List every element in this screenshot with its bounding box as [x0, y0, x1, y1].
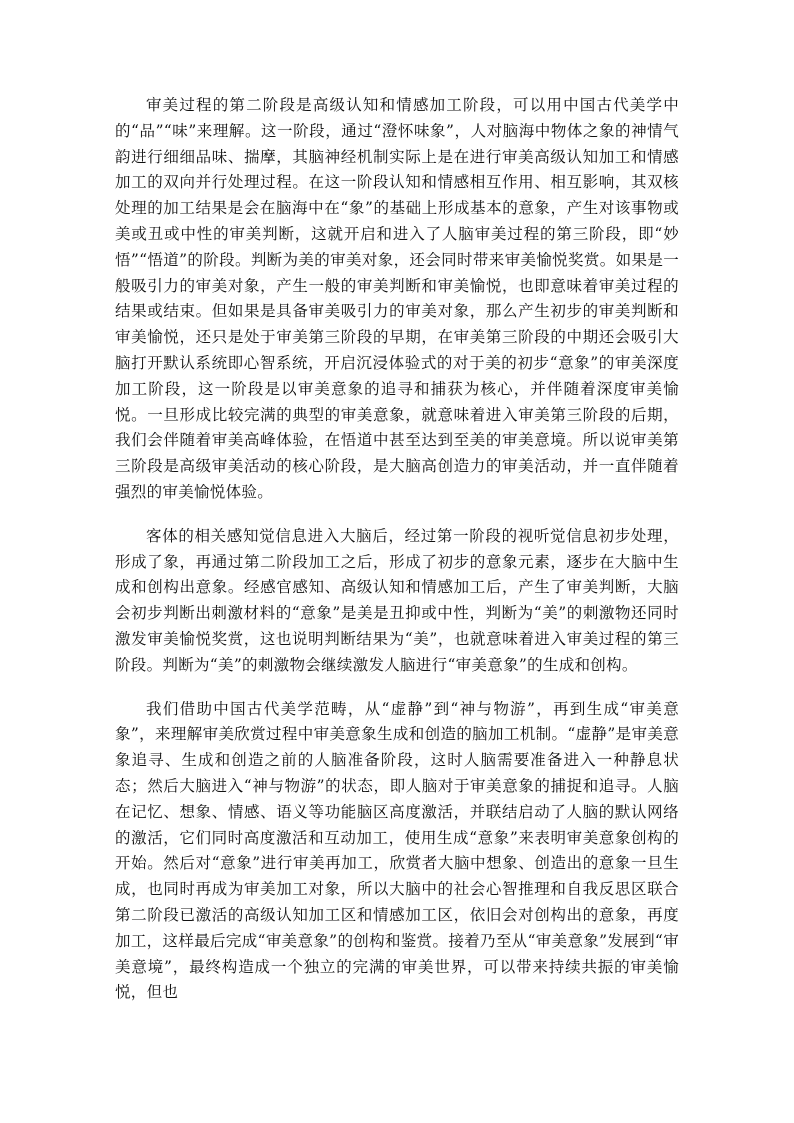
paragraph-2: 客体的相关感知觉信息进入大脑后，经过第一阶段的视听觉信息初步处理，形成了象，再通过第二阶段加工之后，形成了初步的意象元素，逐步在大脑中生成和创构出意象。经感官感知、高级认知和情感加工后，产生了审美判断，大脑会初步判断出刺激材料的“意象”是美是丑抑或中性，判断为“美”的刺激物还同时激发审美愉悦奖赏，这也说明判断结果为“美”，也就意味着进入审美过程的第三阶段。判断为“美”的刺激物会继续激发人脑进行“审美意象”的生成和创构。	[115, 526, 679, 674]
document-page	[115, 93, 679, 1024]
paragraph-1: 审美过程的第二阶段是高级认知和情感加工阶段，可以用中国古代美学中的“品”“味”来理解。这一阶段，通过“澄怀味象”，人对脑海中物体之象的神情气韵进行细细品味、揣摩，其脑神经机制实际上是在进行审美高级认知加工和情感加工的双向并行处理过程。在这一阶段认知和情感相互作用、相互影响，其双核处理的加工结果是会在脑海中在“象”的基础上形成基本的意象，产生对该事物或美或丑或中性的审美判断，这就开启和进入了人脑审美过程的第三阶段，即“妙悟”“悟道”的阶段。判断为美的审美对象，还会同时带来审美愉悦奖赏。如果是一般吸引力的审美对象，产生一般的审美判断和审美愉悦，也即意味着审美过程的结果或结束。但如果是具备审美吸引力的审美对象，那么产生初步的审美判断和审美愉悦，还只是处于审美第三阶段的早期，在审美第三阶段的中期还会吸引大脑打开默认系统即心智系统，开启沉浸体验式的对于美的初步“意象”的审美深度加工阶段，这一阶段是以审美意象的追寻和捕获为核心，并伴随着深度审美愉悦。一旦形成比较完满的典型的审美意象，就意味着进入审美第三阶段的后期，我们会伴随着审美高峰体验，在悟道中甚至达到至美的审美意境。所以说审美第三阶段是高级审美活动的核心阶段，是大脑高创造力的审美活动，并一直伴随着强烈的审美愉悦体验。	[115, 96, 679, 501]
paragraph-3: 我们借助中国古代美学范畴，从“虚静”到“神与物游”，再到生成“审美意象”，来理解审美欣赏过程中审美意象生成和创造的脑加工机制。“虚静”是审美意象追寻、生成和创造之前的人脑准备阶段，这时人脑需要准备进入一种静息状态；然后大脑进入“神与物游”的状态，即人脑对于审美意象的捕捉和追寻。人脑在记忆、想象、情感、语义等功能脑区高度激活，并联结启动了人脑的默认网络的激活，它们同时高度激活和互动加工，使用生成“意象”来表明审美意象创构的开始。然后对“意象”进行审美再加工，欣赏者大脑中想象、创造出的意象一旦生成，也同时再成为审美加工对象，所以大脑中的社会心智推理和自我反思区联合第二阶段已激活的高级认知加工区和情感加工区，依旧会对创构出的意象，再度加工，这样最后完成“审美意象”的创构和鉴赏。接着乃至从“审美意象”发展到“审美意境”，最终构造成一个独立的完满的审美世界，可以带来持续共振的审美愉悦，但也	[115, 699, 679, 1002]
